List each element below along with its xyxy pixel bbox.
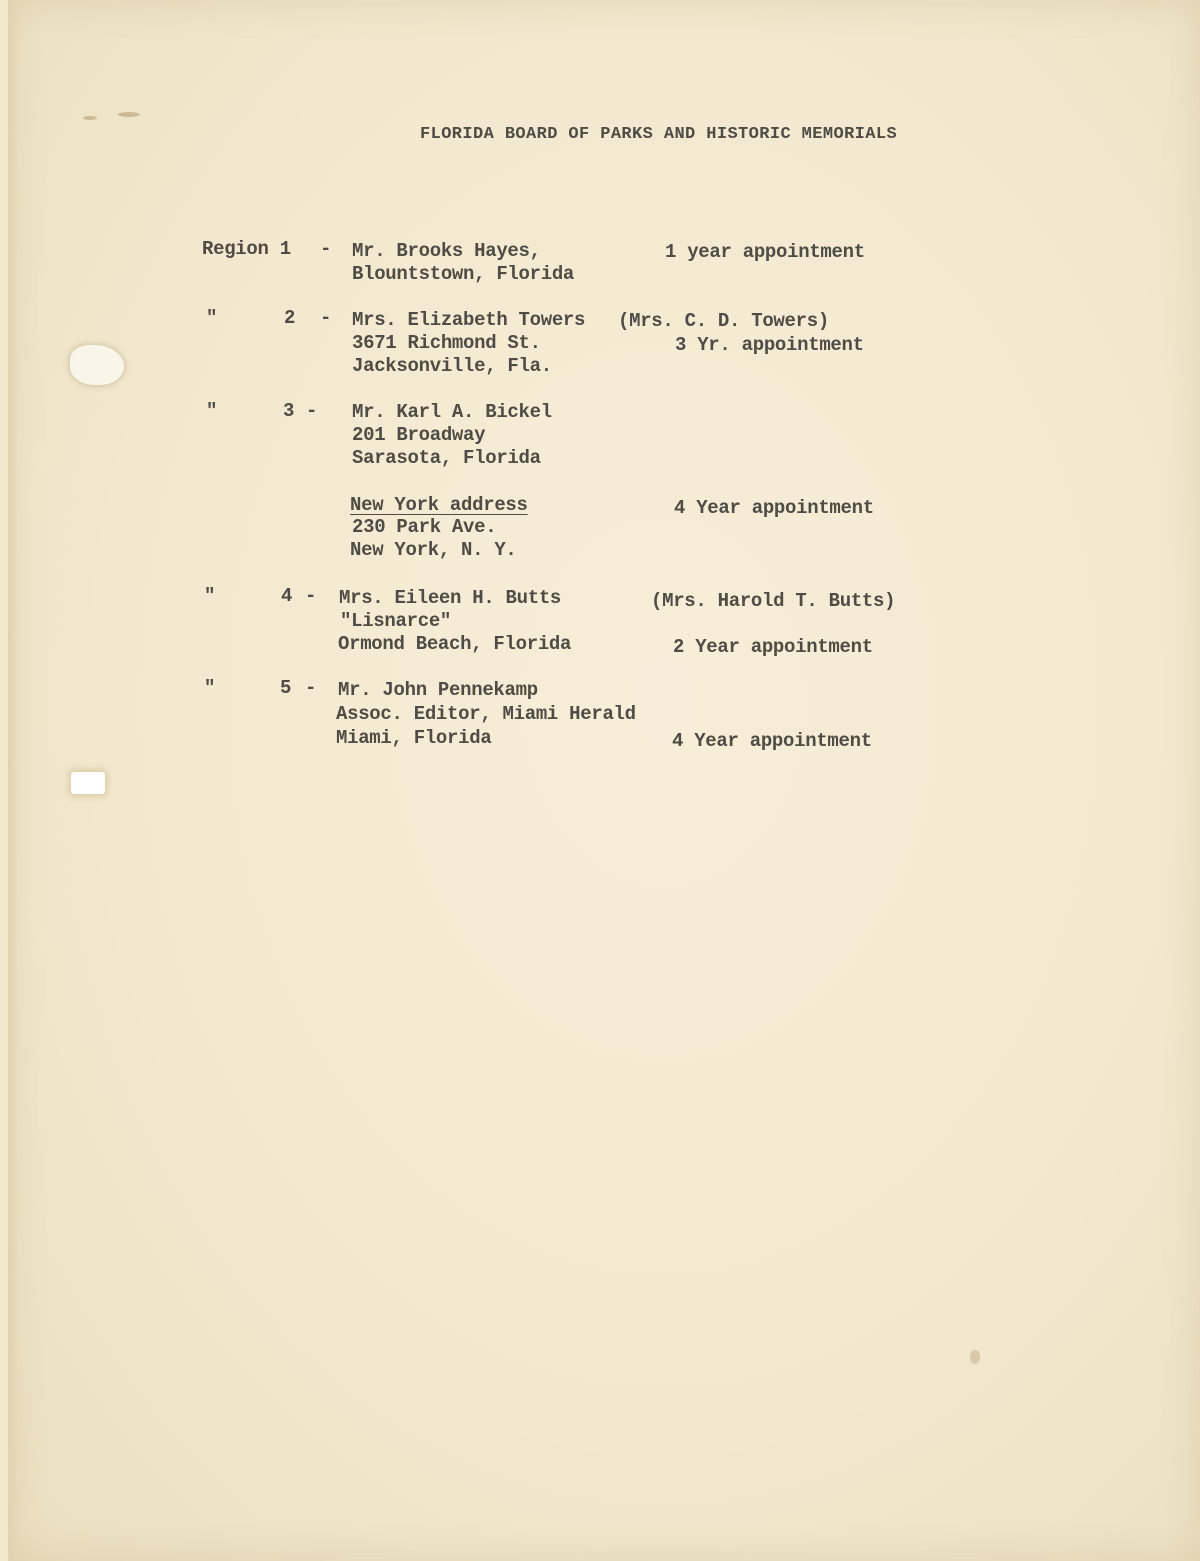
member-address-line: 201 Broadway [352, 424, 486, 446]
region-number: 4 [281, 585, 293, 607]
member-address-line: 3671 Richmond St. [352, 332, 541, 354]
region-number: 5 [280, 677, 292, 699]
member-address-line: Assoc. Editor, Miami Herald [336, 703, 636, 725]
document-title: FLORIDA BOARD OF PARKS AND HISTORIC MEMORIALS [420, 125, 898, 144]
member-name: Mr. Karl A. Bickel [352, 401, 552, 423]
alt-address-line: New York, N. Y. [350, 539, 517, 561]
alt-address-line: 230 Park Ave. [352, 516, 497, 538]
region-label: Region 1 [202, 238, 291, 260]
ink-smudge [83, 116, 97, 120]
alt-address-heading: New York address [350, 494, 528, 516]
ditto-mark: " [204, 677, 216, 699]
appointment-term: 1 year appointment [665, 241, 865, 263]
region-dash: - [306, 400, 318, 422]
ditto-mark: " [206, 307, 218, 329]
appointment-term: 4 Year appointment [674, 497, 874, 519]
member-address-line: Jacksonville, Fla. [352, 355, 552, 377]
ditto-mark: " [204, 585, 216, 607]
member-note: (Mrs. Harold T. Butts) [651, 590, 896, 612]
punch-hole [71, 772, 105, 794]
page-edge [8, 0, 18, 1561]
region-dash: - [320, 307, 332, 329]
ditto-mark: " [206, 400, 218, 422]
appointment-term: 4 Year appointment [672, 730, 872, 752]
document-page [8, 0, 1200, 1561]
member-name: Mrs. Eileen H. Butts [339, 587, 562, 609]
region-dash: - [320, 238, 332, 260]
appointment-term: 3 Yr. appointment [675, 334, 864, 356]
stain [970, 1350, 980, 1364]
member-name: Mr. Brooks Hayes, [352, 240, 541, 262]
ink-smudge [118, 112, 140, 117]
member-name: Mr. John Pennekamp [338, 679, 538, 701]
paper-tear [70, 345, 124, 385]
member-address-line: Ormond Beach, Florida [338, 633, 572, 655]
member-address-line: Sarasota, Florida [352, 447, 541, 469]
appointment-term: 2 Year appointment [673, 636, 873, 658]
member-note: (Mrs. C. D. Towers) [618, 310, 829, 332]
region-number: 3 [283, 400, 295, 422]
member-address-line: Blountstown, Florida [352, 263, 575, 285]
member-address-line: Miami, Florida [336, 727, 492, 749]
region-number: 2 [284, 307, 296, 329]
member-address-line: "Lisnarce" [340, 610, 452, 632]
region-dash: - [305, 677, 317, 699]
member-name: Mrs. Elizabeth Towers [352, 309, 586, 331]
region-dash: - [305, 585, 317, 607]
